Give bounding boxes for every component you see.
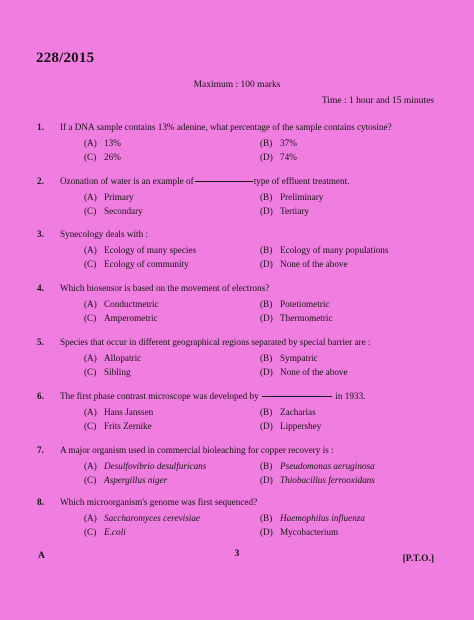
question-number: 7.	[37, 445, 44, 455]
paper-code: 228/2015	[36, 50, 95, 66]
question-text: If a DNA sample contains 13% adenine, what percentage of the sample contains cytosine?	[60, 122, 392, 132]
question-text: A major organism used in commercial bioleaching for copper recovery is :	[60, 445, 334, 455]
question-text: Which microorganism's genome was first sequenced?	[60, 497, 258, 507]
question-number: 2.	[37, 176, 44, 186]
answer-blank	[262, 396, 332, 397]
question-text: Which biosensor is based on the movement of electrons?	[60, 283, 270, 293]
question-number: 1.	[37, 122, 44, 132]
answer-blank	[195, 181, 253, 182]
question-number: 5.	[37, 337, 44, 347]
exam-page: 228/2015 Maximum : 100 marks Time : 1 hour and 15 minutes 1. If a DNA sample contains 13% adenine, what percentage of the sample contains cytosine? (A) 13% (B) 37% (C) 26% (D) 74% 2. Ozonation of water is an example of type of effluent treatment. (A) Primary (B) Preliminary (C) Secondary (D) Tertiary 3. Synecology deals with : (A) Ecology of many species (B) Ecology of many populations (C) Ecology of community (D) None of the above 4. Which biosensor is based on the movement of electrons? (A) Conductmetric (B) Potetiometric (C) Amperometric (D) Thermometric 5. Species that occur in different geographical regions separated by special barrier are : (A) Allopatric (B) Sympatric (C) Sibling (D) None of the above 6. The first phase contrast microscope was developed by in 1933. (A) Hans Janssen (B) Zacharias (C) Frits Zernike (D) Lippershey 7. A major organism used in commercial bioleaching for copper recovery is : (A) Desulfovibrio desulfuricans (B) Pseudomonas aeruginosa (C) Aspergillus niger (D) Thiobacillus ferrooxidans 8. Which microorganism's genome was first sequenced? (A) Saccharomyces cerevisiae (B) Haemophilus influenza (C) E.coli (D) Mycobacterium A 3 [P.T.O.]	[0, 0, 474, 620]
question-text: The first phase contrast microscope was developed by in 1933.	[60, 391, 366, 401]
page-number: 3	[234, 549, 240, 559]
question-text: Ozonation of water is an example of type of effluent treatment.	[60, 176, 350, 186]
time-allowed: Time : 1 hour and 15 minutes	[321, 96, 434, 106]
series-code: A	[38, 551, 45, 561]
question-number: 3.	[37, 229, 44, 239]
question-text: Species that occur in different geographical regions separated by special barrier are :	[60, 337, 371, 347]
maximum-marks: Maximum : 100 marks	[193, 80, 281, 90]
please-turn-over: [P.T.O.]	[402, 554, 434, 564]
question-text: Synecology deals with :	[60, 229, 149, 239]
question-number: 8.	[37, 497, 44, 507]
question-number: 6.	[37, 391, 44, 401]
question-number: 4.	[37, 283, 44, 293]
